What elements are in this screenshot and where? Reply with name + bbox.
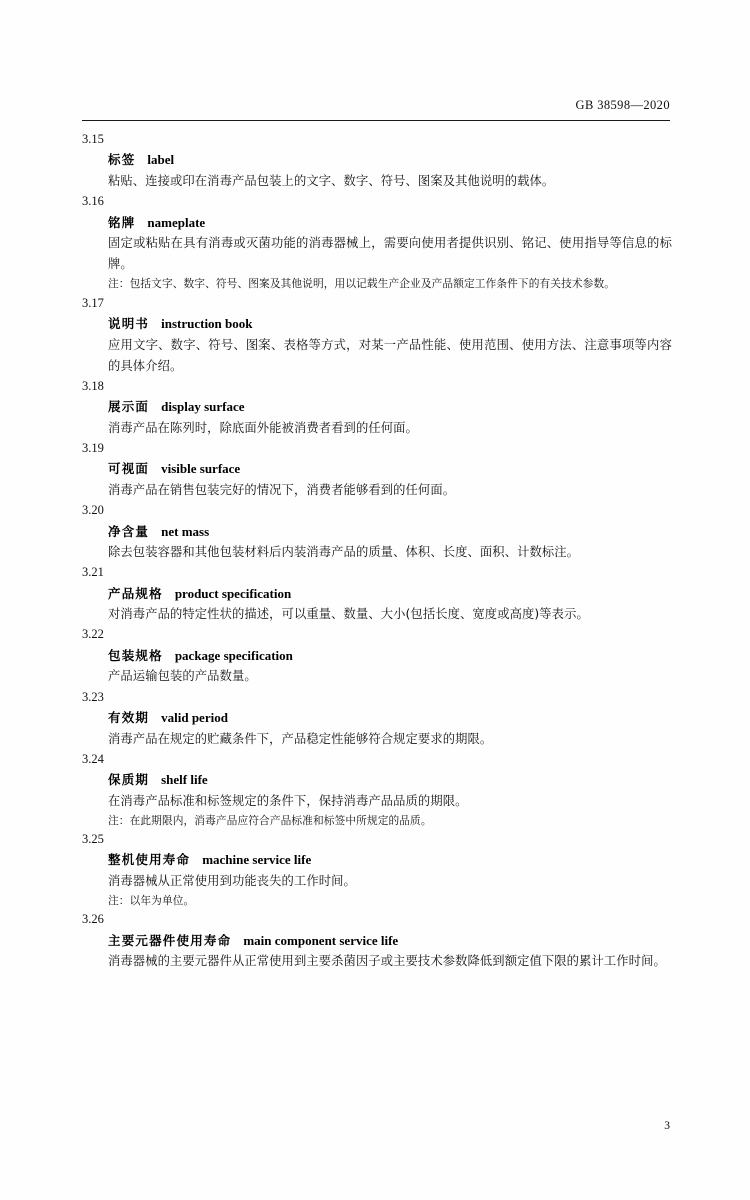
- term-definition: 对消毒产品的特定性状的描述，可以重量、数量、大小(包括长度、宽度或高度)等表示。: [108, 607, 589, 622]
- page-header: [82, 98, 670, 113]
- term-heading: [82, 396, 672, 418]
- term-number: 3.17: [82, 295, 104, 310]
- term-definition: 产品运输包装的产品数量。: [108, 669, 257, 684]
- term-definition: 应用文字、数字、符号、图案、表格等方式，对某一产品性能、使用范围、使用方法、注意事项等内容的具体介绍。: [108, 337, 672, 373]
- term-number: 3.25: [82, 832, 104, 847]
- term-entry: [82, 439, 672, 501]
- term-number: 3.21: [82, 565, 104, 580]
- term-number: 3.18: [82, 378, 104, 393]
- term-definition: 消毒器械的主要元器件从正常使用到主要杀菌因子或主要技术参数降低到额定值下限的累计工作时间。: [108, 954, 666, 969]
- term-english: net mass: [161, 523, 210, 539]
- term-heading: [82, 521, 672, 543]
- term-heading: [82, 212, 672, 234]
- page-number: 3: [664, 1120, 670, 1132]
- term-entry: [82, 750, 672, 830]
- term-number: 3.20: [82, 503, 104, 518]
- page-footer: [664, 1120, 670, 1132]
- term-definition: 除去包装容器和其他包装材料后内装消毒产品的质量、体积、长度、面积、计数标注。: [108, 545, 580, 560]
- term-chinese: 包装规格: [108, 647, 163, 663]
- term-definition: 在消毒产品标准和标签规定的条件下，保持消毒产品品质的期限。: [108, 793, 468, 808]
- term-note: 注：包括文字、数字、符号、图案及其他说明，用以记载生产企业及产品额定工作条件下的有关技术参数。: [108, 277, 616, 291]
- term-english: visible surface: [161, 461, 241, 477]
- term-english: main component service life: [243, 932, 399, 948]
- term-english: display surface: [161, 399, 245, 415]
- term-heading: [82, 769, 672, 791]
- term-entry: [82, 294, 672, 377]
- term-heading: [82, 645, 672, 667]
- term-definition: 消毒产品在陈列时，除底面外能被消费者看到的任何面。: [108, 420, 418, 435]
- term-number: 3.19: [82, 441, 104, 456]
- term-heading: [82, 583, 672, 605]
- term-heading: [82, 458, 672, 480]
- header-divider: [82, 120, 670, 121]
- term-chinese: 说明书: [108, 315, 150, 331]
- term-english: package specification: [174, 647, 293, 663]
- term-number: 3.15: [82, 132, 104, 146]
- term-entry: [82, 563, 672, 625]
- term-chinese: 铭牌: [108, 214, 136, 230]
- term-definition: 消毒器械从正常使用到功能丧失的工作时间。: [108, 874, 356, 889]
- term-english: instruction book: [161, 315, 253, 331]
- term-english: shelf life: [161, 772, 208, 788]
- term-heading: [82, 930, 672, 952]
- term-number: 3.24: [82, 751, 104, 766]
- term-heading: [82, 849, 672, 871]
- term-chinese: 保质期: [108, 772, 150, 788]
- term-english: valid period: [161, 709, 228, 725]
- term-definition: 消毒产品在规定的贮藏条件下，产品稳定性能够符合规定要求的期限。: [108, 731, 493, 746]
- term-chinese: 主要元器件使用寿命: [108, 932, 232, 948]
- term-number: 3.16: [82, 194, 104, 209]
- term-definition: 消毒产品在销售包装完好的情况下，消费者能够看到的任何面。: [108, 483, 456, 498]
- term-entry: [82, 501, 672, 563]
- term-entry: [82, 130, 672, 192]
- term-entry: [82, 688, 672, 750]
- term-chinese: 产品规格: [108, 585, 163, 601]
- term-english: nameplate: [147, 214, 206, 230]
- term-heading: [82, 313, 672, 335]
- term-chinese: 净含量: [108, 523, 150, 539]
- term-note: 注：以年为单位。: [108, 894, 195, 908]
- term-english: label: [147, 152, 175, 168]
- term-english: machine service life: [202, 852, 312, 868]
- term-heading: [82, 707, 672, 729]
- term-chinese: 有效期: [108, 709, 150, 725]
- standard-code: GB 38598—2020: [575, 98, 670, 112]
- term-entry: [82, 830, 672, 910]
- term-entry: [82, 377, 672, 439]
- term-number: 3.26: [82, 912, 104, 927]
- term-chinese: 标签: [108, 152, 136, 168]
- term-entry: [82, 192, 672, 293]
- term-number: 3.23: [82, 689, 104, 704]
- term-chinese: 可视面: [108, 461, 150, 477]
- term-chinese: 展示面: [108, 399, 150, 415]
- term-number: 3.22: [82, 627, 104, 642]
- terms-list: [82, 130, 672, 973]
- term-definition: 固定或粘贴在具有消毒或灭菌功能的消毒器械上，需要向使用者提供识别、铭记、使用指导等信息的标牌。: [108, 236, 672, 272]
- term-chinese: 整机使用寿命: [108, 852, 191, 868]
- term-english: product specification: [174, 585, 292, 601]
- term-heading: [82, 149, 672, 171]
- term-entry: [82, 625, 672, 687]
- term-definition: 粘贴、连接或印在消毒产品包装上的文字、数字、符号、图案及其他说明的载体。: [108, 174, 555, 188]
- term-entry: [82, 910, 672, 972]
- term-note: 注：在此期限内，消毒产品应符合产品标准和标签中所规定的品质。: [108, 813, 432, 827]
